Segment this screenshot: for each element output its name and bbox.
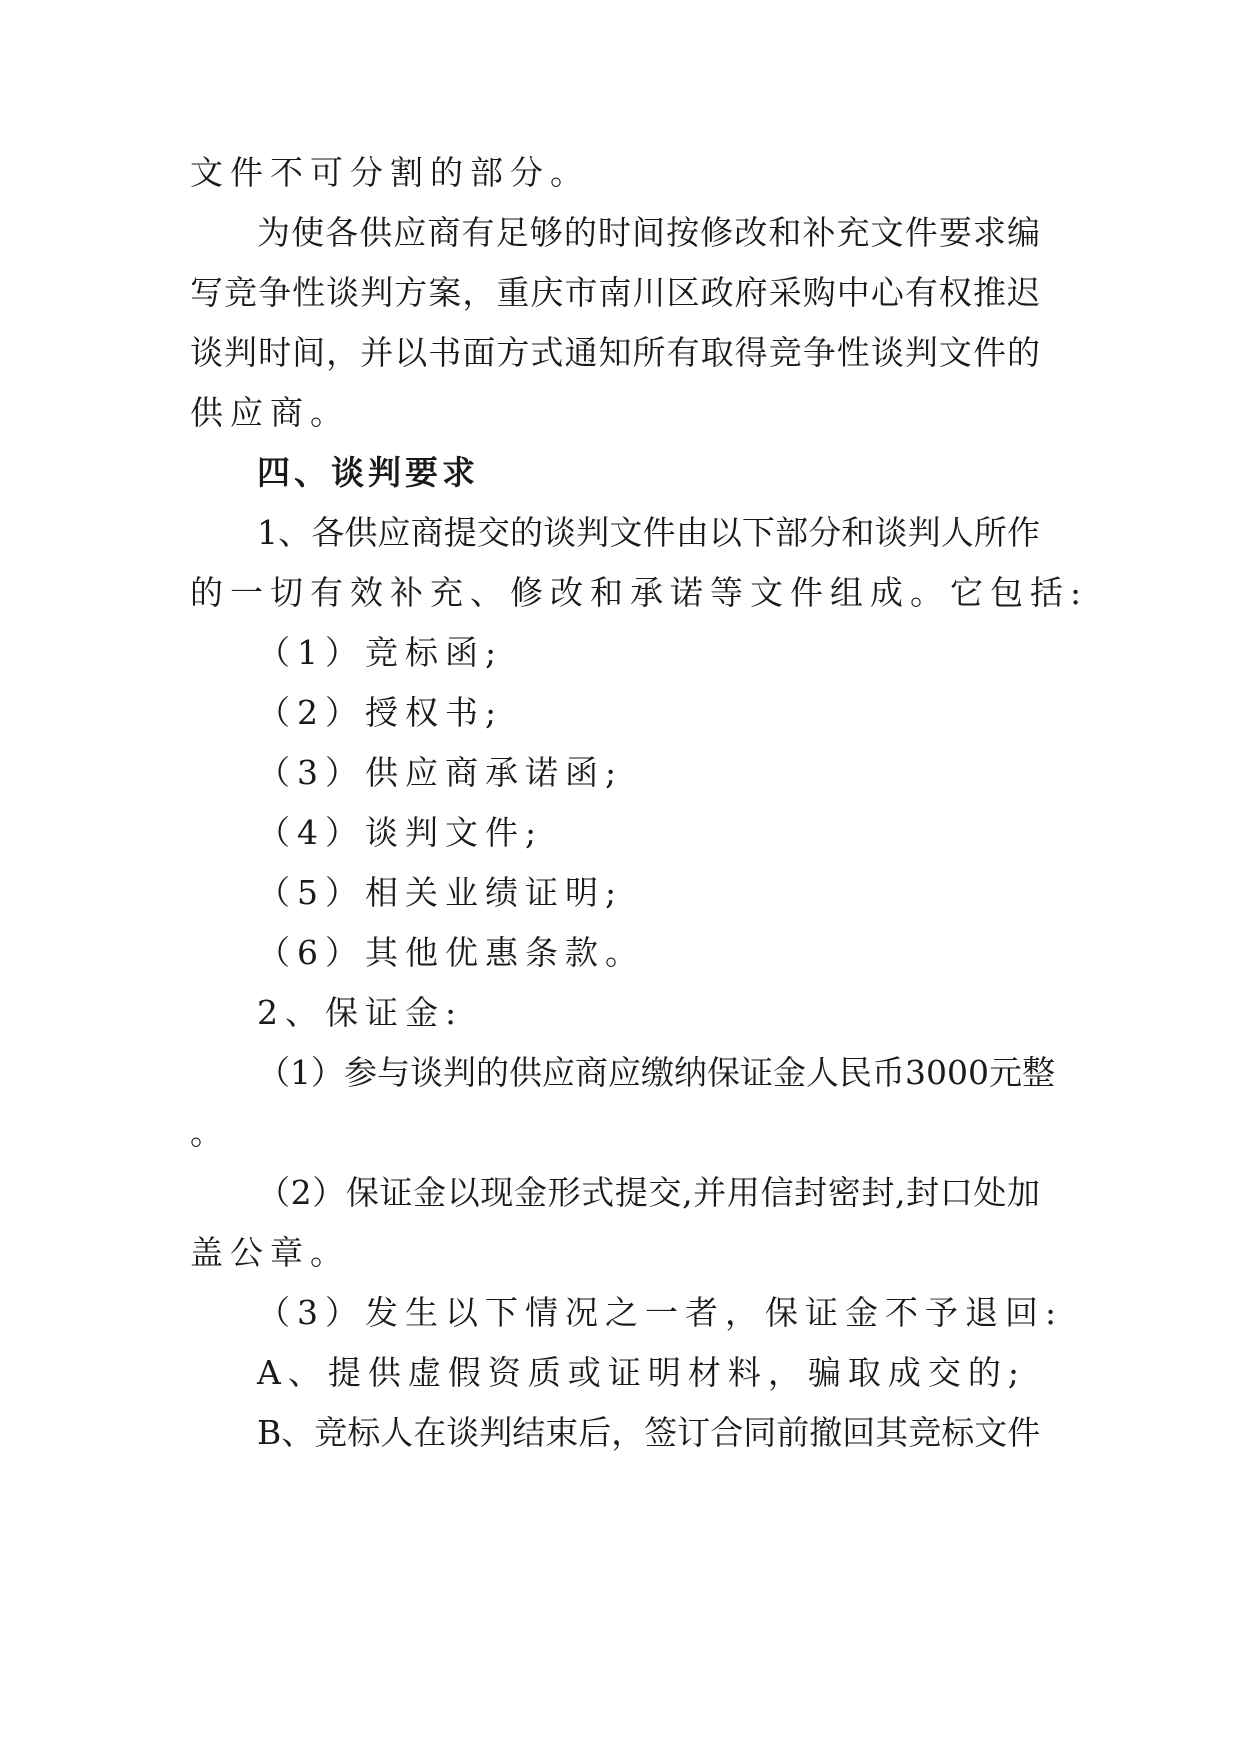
list-item: （4）谈判文件; bbox=[257, 813, 544, 852]
paragraph-line: 的一切有效补充、修改和承诺等文件组成。它包括: bbox=[190, 573, 1089, 612]
list-item: （2）授权书; bbox=[257, 693, 504, 732]
paragraph-line: 写竞争性谈判方案，重庆市南川区政府采购中心有权推迟 bbox=[190, 273, 1040, 312]
paragraph-line: 。 bbox=[190, 1113, 223, 1152]
list-item: （1）参与谈判的供应商应缴纳保证金人民币3000元整 bbox=[257, 1053, 1055, 1092]
paragraph-line: 1、各供应商提交的谈判文件由以下部分和谈判人所作 bbox=[257, 513, 1040, 552]
paragraph-line: 文件不可分割的部分。 bbox=[190, 153, 590, 192]
list-item: A、提供虚假资质或证明材料，骗取成交的; bbox=[257, 1353, 1026, 1392]
paragraph-line: 2、保证金: bbox=[257, 993, 464, 1032]
list-item: （3）供应商承诺函; bbox=[257, 753, 624, 792]
section-heading: 四、谈判要求 bbox=[257, 453, 479, 492]
paragraph-line: 供应商。 bbox=[190, 393, 350, 432]
list-item: （1）竞标函; bbox=[257, 633, 504, 672]
paragraph-line: 为使各供应商有足够的时间按修改和补充文件要求编 bbox=[257, 213, 1040, 252]
list-item: B、竞标人在谈判结束后，签订合同前撤回其竞标文件 bbox=[257, 1413, 1041, 1452]
paragraph-line: 谈判时间，并以书面方式通知所有取得竞争性谈判文件的 bbox=[190, 333, 1040, 372]
paragraph-line: 盖公章。 bbox=[190, 1233, 350, 1272]
list-item: （6）其他优惠条款。 bbox=[257, 933, 645, 972]
list-item: （2）保证金以现金形式提交,并用信封密封,封口处加 bbox=[257, 1173, 1040, 1212]
list-item: （5）相关业绩证明; bbox=[257, 873, 624, 912]
list-item: （3）发生以下情况之一者，保证金不予退回: bbox=[257, 1293, 1064, 1332]
